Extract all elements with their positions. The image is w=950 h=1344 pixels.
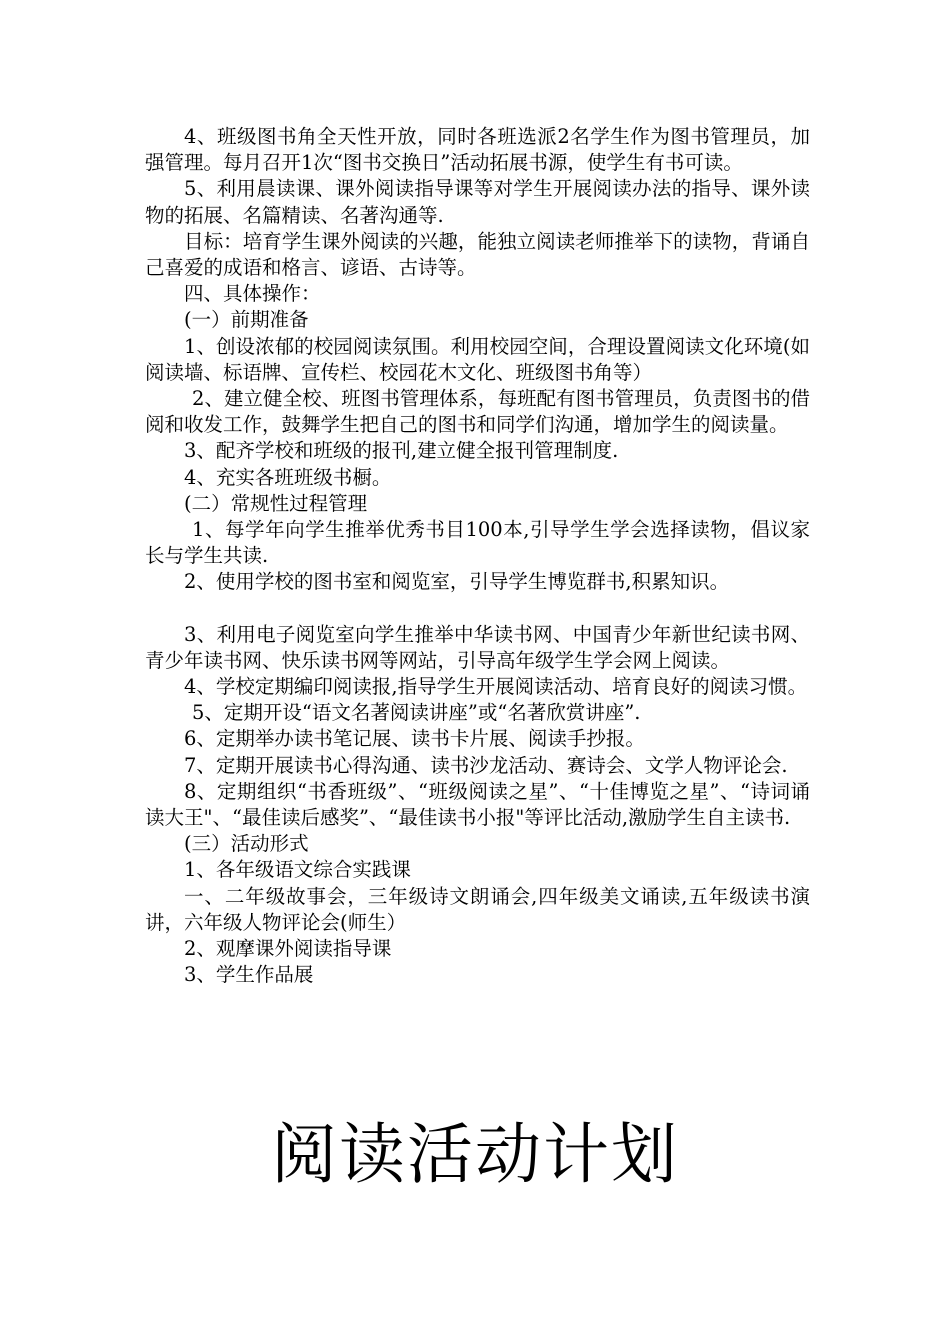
paragraph-lectures: 5、定期开设“语文名著阅读讲座”或“名著欣赏讲座”. (192, 701, 641, 725)
paragraph-reading-atmosphere: 1、创设浓郁的校园阅读氛围。利用校园空间，合理设置阅读文化环境(如阅读墙、标语牌、宣传栏、校园花木文化、班级图书角等） (145, 334, 810, 384)
paragraph-library-corner: 4、班级图书角全天性开放，同时各班选派2名学生作为图书管理员，加强管理。每月召开1次“图书交换日”活动拓展书源，使学生有书可读。 (145, 125, 810, 175)
paragraph-library-use: 2、使用学校的图书室和阅览室，引导学生博览群书,积累知识。 (184, 570, 730, 594)
paragraph-newspapers: 3、配齐学校和班级的报刊,建立健全报刊管理制度. (184, 439, 619, 463)
heading-process-management: (二）常规性过程管理 (184, 491, 368, 515)
paragraph-practice-class: 1、各年级语文综合实践课 (184, 858, 411, 882)
paragraph-reading-newspaper: 4、学校定期编印阅读报,指导学生开展阅读活动、培育良好的阅读习惯。 (184, 675, 808, 699)
paragraph-observation-class: 2、观摩课外阅读指导课 (184, 937, 392, 961)
paragraph-morning-reading: 5、利用晨读课、课外阅读指导课等对学生开展阅读办法的指导、课外读物的拓展、名篇精读、名著沟通等. (145, 177, 810, 227)
paragraph-student-works: 3、学生作品展 (184, 963, 314, 987)
paragraph-awards: 8、定期组织“书香班级”、“班级阅读之星”、“十佳博览之星”、“诗词诵读大王"、“最佳读后感奖”、“最佳读书小报"等评比活动,激励学生自主读书. (145, 779, 810, 830)
paragraph-exchanges: 7、定期开展读书心得沟通、读书沙龙活动、赛诗会、文学人物评论会. (184, 753, 788, 777)
paragraph-grade-activities: 一、二年级故事会，三年级诗文朗诵会,四年级美文诵读,五年级读书演讲，六年级人物评论会(师生） (145, 884, 810, 934)
heading-specific-operations: 四、具体操作： (184, 282, 321, 306)
paragraph-electronic-reading: 3、利用电子阅览室向学生推举中华读书网、中国青少年新世纪读书网、青少年读书网、快乐读书网等网站，引导高年级学生学会网上阅读。 (145, 622, 810, 672)
paragraph-exhibitions: 6、定期举办读书笔记展、读书卡片展、阅读手抄报。 (184, 727, 645, 751)
heading-preparation: (一）前期准备 (184, 308, 309, 332)
document-body (145, 124, 810, 989)
heading-activity-forms: (三）活动形式 (184, 832, 309, 856)
paragraph-goal: 目标：培育学生课外阅读的兴趣，能独立阅读老师推举下的读物，背诵自己喜爱的成语和格言、谚语、古诗等。 (145, 229, 810, 280)
document-title: 阅读活动计划 (271, 1116, 679, 1193)
paragraph-library-management: 2、建立健全校、班图书管理体系，每班配有图书管理员，负责图书的借阅和收发工作，鼓舞学生把自己的图书和同学们沟通，增加学生的阅读量。 (145, 387, 810, 437)
paragraph-recommended-books: 1、每学年向学生推举优秀书目100本,引导学生学会选择读物，倡议家长与学生共读. (145, 518, 810, 568)
paragraph-bookcases: 4、充实各班班级书橱。 (184, 465, 392, 489)
